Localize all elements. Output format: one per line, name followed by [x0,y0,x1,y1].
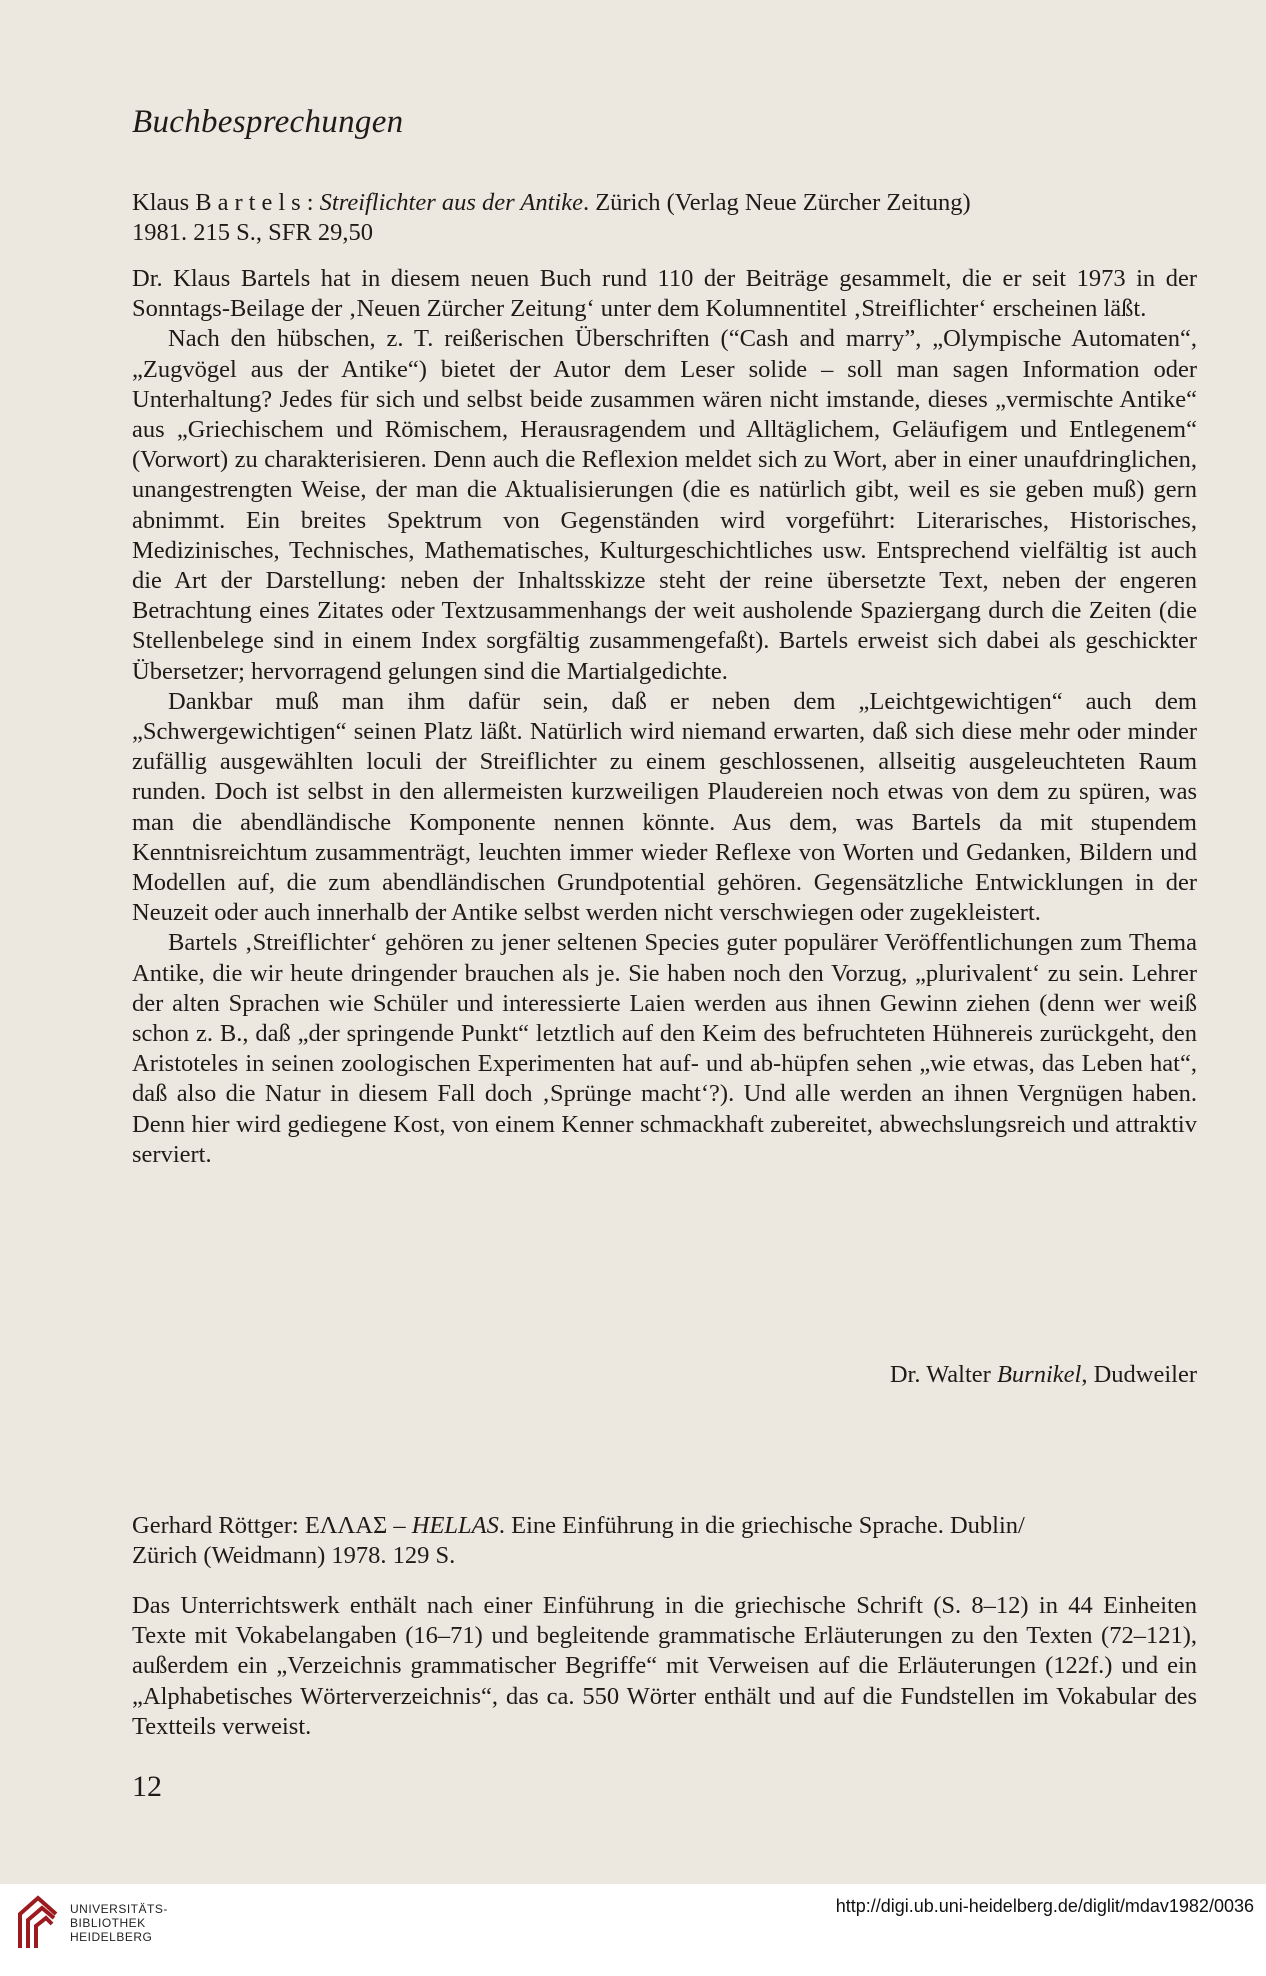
reviewer-name: Burnikel [996,1361,1082,1388]
library-logo-text [70,1902,168,1944]
review1-signature [890,1361,1197,1389]
footer-bar [0,1884,1266,1976]
logo-line: UNIVERSITÄTS- [70,1902,168,1916]
logo-line: HEIDELBERG [70,1930,153,1944]
review1-body [132,264,1197,1170]
review2-book-title: HELLAS [411,1512,499,1539]
signature-prefix: Dr. Walter [889,1361,997,1388]
review1-paragraph: Dankbar muß man ihm dafür sein, daß er neben dem „Leichtgewichtigen“ auch dem „Schwergewichtigen“ seinen Platz läßt. Natürlich wird niemand erwarten, daß sich diese mehr oder minder zufällig ausgewählten loculi der Streiflichter zu einem geschlossenen, allseitig ausgeleuchteten Raum runden. Doch ist selbst in den allermeisten kurzweiligen Plaudereien noch etwas von dem zu spüren, was man die abendländische Komponente nennen könnte. Aus dem, was Bartels da mit stupendem Kenntnisreichtum zusammenträgt, leuchten immer wieder Reflexe von Worten und Gedanken, Bildern und Modellen auf, die zum abendländischen Grundpotential gehören. Gegensätzliche Entwicklungen in der Neuzeit oder auch innerhalb der Antike selbst werden nicht verschwiegen oder zugekleistert. [132,687,1197,927]
review1-publisher: . Zürich (Verlag Neue Zürcher Zeitung) [582,189,971,216]
library-logo-icon [16,1894,62,1952]
section-header: Buchbesprechungen [132,104,404,140]
review1-paragraph: Nach den hübschen, z. T. reißerischen Überschriften (“Cash and marry”, „Olympische Automaten“, „Zugvögel aus der Antike“) bietet der Autor dem Leser solide – soll man sagen Information oder Unterhaltung? Jedes für sich und selbst beide zusammen wären nicht imstande, dieses „vermischte Antike“ aus „Griechischem und Römischem, Herausragendem und Alltäglichem, Geläufigem und Entlegenem“ (Vorwort) zu charakterisieren. Denn auch die Reflexion meldet sich zu Wort, aber in einer unaufdringlichen, unangestrengten Weise, der man die Aktualisierungen (die es natürlich gibt, weil es sie geben muß) gern abnimmt. Ein breites Spektrum von Gegenständen wird vorgeführt: Literarisches, Historisches, Medizinisches, Technisches, Mathematisches, Kulturgeschichtliches usw. Entsprechend vielfältig ist auch die Art der Darstellung: neben der Inhaltsskizze steht der reine übersetzte Text, neben der engeren Betrachtung eines Zitates oder Textzusammenhangs der weit ausholende Spaziergang durch die Zeiten (die Stellenbelege sind in einem Index sorgfältig zusammengefaßt). Bartels erweist sich dabei als geschickter Übersetzer; hervorragend gelungen sind die Martialgedichte. [132,325,1197,685]
review1-author-last: Bartels [195,189,307,216]
review2-citation [132,1511,1197,1571]
signature-place: , Dudweiler [1081,1361,1197,1388]
review2-subtitle: . Eine Einführung in die griechische Sprache. Dublin/ [498,1512,1025,1539]
review1-pub-details: 1981. 215 S., SFR 29,50 [132,219,373,247]
review2-greek-title: ΕΛΛΑΣ [304,1512,388,1539]
review1-paragraph: Bartels ‚Streiflichter‘ gehören zu jener seltenen Species guter populärer Veröffentlichungen zum Thema Antike, die wir heute dringender brauchen als je. Sie haben noch den Vorzug, „plurivalent‘ zu sein. Lehrer der alten Sprachen wie Schüler und interessierte Laien werden aus ihnen Gewinn ziehen (denn wer weiß schon z. B., daß „der springende Punkt“ letztlich auf den Keim des befruchteten Hühnereis zurückgeht, den Aristoteles in seinen zoologischen Experimenten hat auf- und ab-hüpfen sehen „wie etwas, das Leben hat“, daß also die Natur in diesem Fall doch ‚Sprünge macht‘?). Und alle werden an ihnen Vergnügen haben. Denn hier wird gediegene Kost, von einem Kenner schmackhaft zubereitet, abwechslungsreich und attraktiv serviert. [132,929,1197,1168]
logo-line: BIBLIOTHEK [70,1916,146,1930]
review1-separator: : [306,189,320,216]
review2-dash: – [387,1512,412,1539]
source-url-link[interactable]: http://digi.ub.uni-heidelberg.de/diglit/mdav1982/0036 [835,1896,1254,1916]
review1-author-first: Klaus [132,189,196,216]
page-number: 12 [132,1770,162,1803]
review2-body [132,1591,1197,1742]
review1-book-title: Streiflichter aus der Antike [319,189,583,216]
review1-paragraph: Dr. Klaus Bartels hat in diesem neuen Buch rund 110 der Beiträge gesammelt, die er seit 1973 in der Sonntags-Beilage der ‚Neuen Zürcher Zeitung‘ unter dem Kolumnentitel ‚Streiflichter‘ erscheinen läßt. [132,265,1197,323]
review1-citation [132,188,1197,248]
review2-pub-details: Zürich (Weidmann) 1978. 129 S. [132,1542,456,1570]
review2-paragraph: Das Unterrichtswerk enthält nach einer Einführung in die griechische Schrift (S. 8–12) in 44 Einheiten Texte mit Vokabelangaben (16–71) und begleitende grammatische Erläuterungen zu den Texten (72–121), außerdem ein „Verzeichnis grammatischer Begriffe“ mit Verweisen auf die Erläuterungen (122f.) und ein „Alphabetisches Wörterverzeichnis“, das ca. 550 Wörter enthält und auf die Fundstellen im Vokabular des Textteils verweist. [132,1592,1197,1740]
review2-author: Gerhard Röttger: [132,1512,305,1539]
